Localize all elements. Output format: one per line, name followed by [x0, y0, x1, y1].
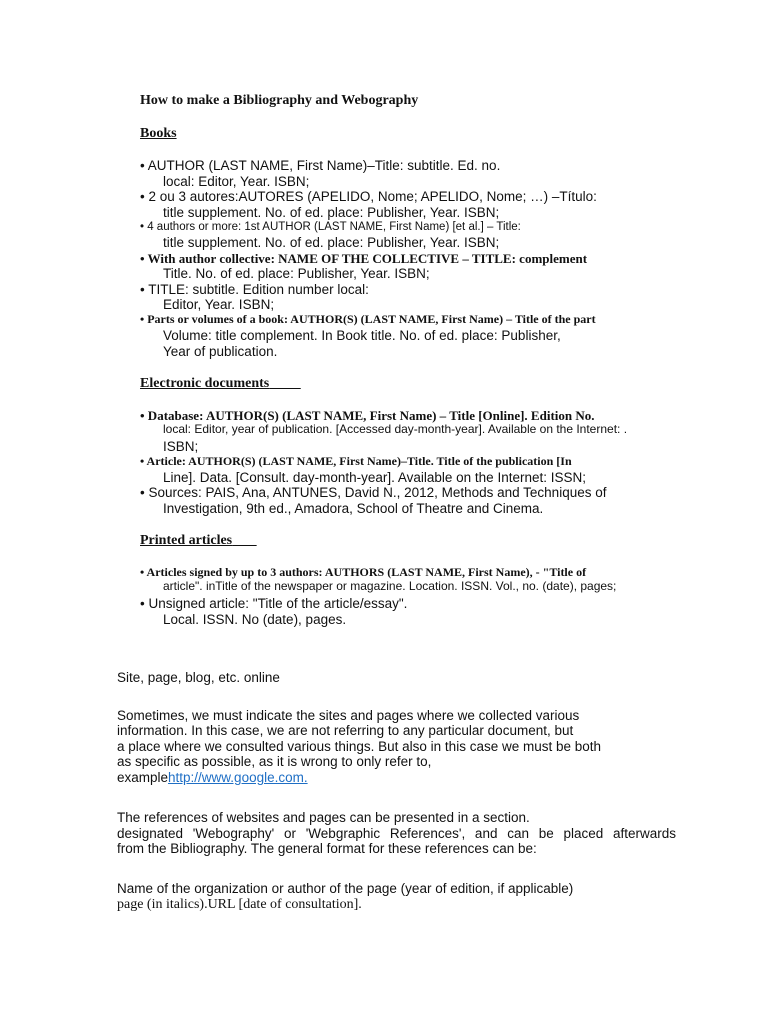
books-line-12: Volume: title complement. In Book title. No. of ed. place: Publisher,	[163, 328, 561, 343]
books-line-5: • 4 authors or more: 1st AUTHOR (LAST NAME, First Name) [et al.] – Title:	[140, 221, 521, 233]
online-example-line	[117, 770, 308, 786]
books-line-7: • With author collective: NAME OF THE COLLECTIVE – TITLE: complement	[140, 251, 588, 266]
online-para2-line-2: designated 'Webography' or 'Webgraphic References', and can be placed afterwards	[117, 826, 676, 841]
printed-line-3: • Unsigned article: "Title of the article/essay".	[140, 596, 408, 611]
books-line-13: Year of publication.	[163, 344, 278, 359]
example-prefix: example	[117, 770, 169, 785]
books-line-6: title supplement. No. of ed. place: Publisher, Year. ISBN;	[163, 235, 500, 250]
online-para1-line-3: a place where we consulted various things. But also in this case we must be both	[117, 739, 602, 754]
electronic-line-5: Line]. Data. [Consult. day-month-year]. Available on the Internet: ISSN;	[163, 470, 586, 485]
online-para2-line-1: The references of websites and pages can be presented in a section.	[117, 810, 530, 825]
printed-line-1: • Articles signed by up to 3 authors: AUTHORS (LAST NAME, First Name), - "Title of	[140, 565, 587, 579]
books-line-3: • 2 ou 3 autores:AUTORES (APELIDO, Nome; APELIDO, Nome; …) –Título:	[140, 189, 597, 204]
electronic-line-3: ISBN;	[163, 439, 199, 454]
books-line-9: • TITLE: subtitle. Edition number local:	[140, 282, 369, 297]
printed-heading: Printed articles	[140, 533, 233, 548]
books-line-10: Editor, Year. ISBN;	[163, 297, 275, 312]
online-para1-line-1: Sometimes, we must indicate the sites and pages where we collected various	[117, 708, 580, 723]
books-line-8: Title. No. of ed. place: Publisher, Year. ISBN;	[163, 266, 430, 281]
printed-line-2: article". inTitle of the newspaper or magazine. Location. ISSN. Vol., no. (date), pages;	[163, 579, 617, 593]
books-heading: Books	[140, 126, 177, 141]
electronic-line-2: local: Editor, year of publication. [Accessed day-month-year]. Available on the Internet: .	[163, 422, 628, 436]
electronic-heading: Electronic documents	[140, 376, 270, 391]
books-line-2: local: Editor, Year. ISBN;	[163, 174, 310, 189]
format-line-2: page (in italics).URL [date of consultation].	[117, 897, 362, 912]
electronic-line-6: • Sources: PAIS, Ana, ANTUNES, David N., 2012, Methods and Techniques of	[140, 485, 607, 500]
electronic-line-7: Investigation, 9th ed., Amadora, School of Theatre and Cinema.	[163, 501, 544, 516]
books-line-4: title supplement. No. of ed. place: Publisher, Year. ISBN;	[163, 205, 500, 220]
books-line-11: • Parts or volumes of a book: AUTHOR(S) (LAST NAME, First Name) – Title of the part	[140, 312, 596, 326]
electronic-line-1: • Database: AUTHOR(S) (LAST NAME, First Name) – Title [Online]. Edition No.	[140, 408, 595, 423]
format-line-1: Name of the organization or author of the page (year of edition, if applicable)	[117, 881, 574, 896]
books-line-1: • AUTHOR (LAST NAME, First Name)–Title: subtitle. Ed. no.	[140, 158, 501, 173]
online-para2-line-3: from the Bibliography. The general format for these references can be:	[117, 841, 537, 856]
google-link[interactable]: http://www.google.com.	[168, 770, 308, 785]
online-para1-line-2: information. In this case, we are not referring to any particular document, but	[117, 723, 574, 738]
electronic-line-4: • Article: AUTHOR(S) (LAST NAME, First Name)–Title. Title of the publication [In	[140, 454, 572, 468]
online-heading: Site, page, blog, etc. online	[117, 670, 280, 685]
online-para1-line-4: as specific as possible, as it is wrong to only refer to,	[117, 754, 432, 769]
document-title: How to make a Bibliography and Webography	[140, 93, 419, 108]
printed-line-4: Local. ISSN. No (date), pages.	[163, 612, 347, 627]
